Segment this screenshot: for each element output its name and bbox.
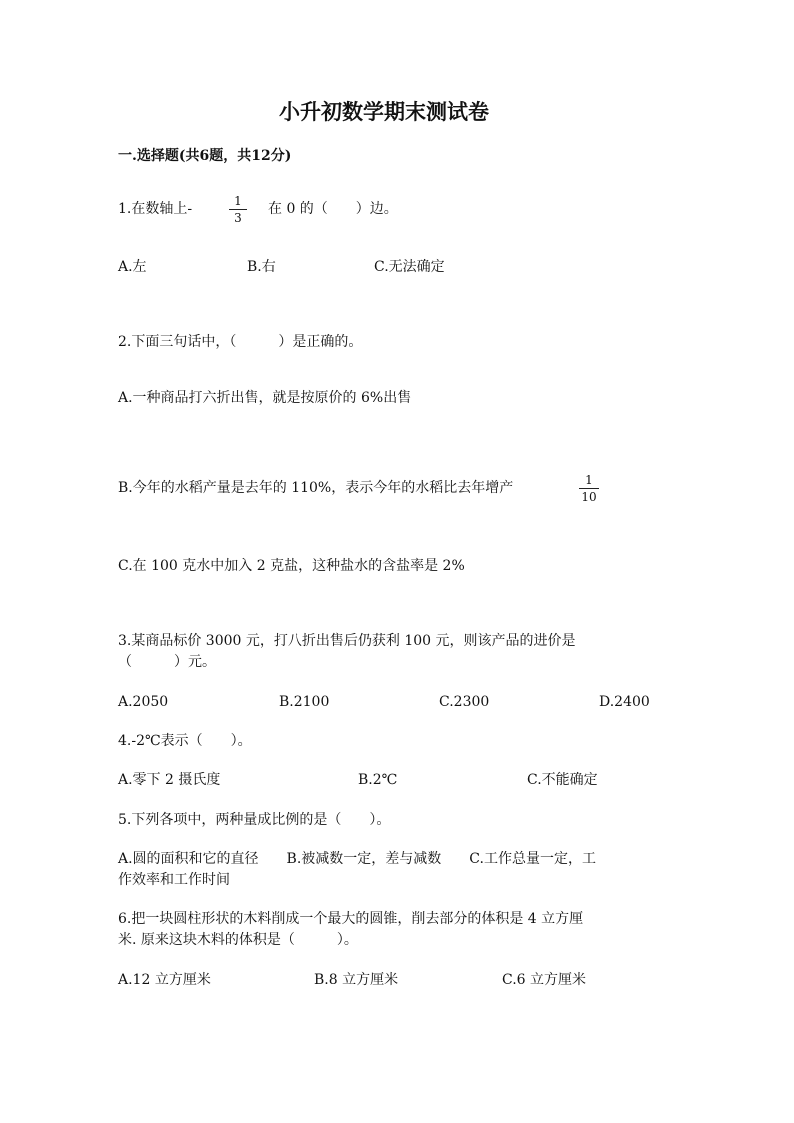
q2-fraction-denominator: 10: [581, 490, 597, 504]
q6-stem-line2: 米. 原来这块木料的体积是（ ）。: [118, 932, 358, 948]
fraction-bar: [579, 488, 599, 489]
page-title: 小升初数学期末测试卷: [279, 99, 489, 124]
q3-option-d: D.2400: [599, 694, 650, 710]
q1-stem-suffix: 在 0 的（ ）边。: [268, 201, 398, 217]
q1-option-c: C.无法确定: [374, 259, 445, 275]
q2-option-b-fraction: [577, 473, 601, 504]
q2-option-a: A.一种商品打六折出售，就是按原价的 6%出售: [118, 390, 412, 406]
q3-option-b: B.2100: [279, 694, 330, 710]
q2-fraction-numerator: 1: [585, 473, 593, 487]
q1-option-b: B.右: [247, 259, 276, 275]
q2-option-b: B.今年的水稻产量是去年的 110%，表示今年的水稻比去年增产: [118, 480, 514, 496]
q6-option-b: B.8 立方厘米: [314, 972, 399, 988]
q6-stem-line1: 6.把一块圆柱形状的木料削成一个最大的圆锥，削去部分的体积是 4 立方厘: [118, 911, 584, 927]
q3-stem-line2: （ ）元。: [118, 654, 216, 670]
q6-option-a: A.12 立方厘米: [118, 972, 211, 988]
q4-option-c: C.不能确定: [527, 772, 598, 788]
q5-options-line2: 作效率和工作时间: [118, 872, 230, 888]
q1-stem-prefix: 1.在数轴上-: [118, 201, 193, 217]
q3-option-a: A.2050: [118, 694, 169, 710]
q4-stem: 4.-2℃表示（ ）。: [118, 733, 252, 749]
q1-fraction-numerator: 1: [234, 194, 242, 208]
q5-stem: 5.下列各项中，两种量成比例的是（ ）。: [118, 812, 391, 828]
q4-option-a: A.零下 2 摄氏度: [118, 772, 221, 788]
section-heading: 一.选择题(共6题，共12分): [118, 148, 292, 164]
q1-fraction-denominator: 3: [234, 211, 242, 225]
q1-fraction: [227, 194, 249, 225]
q6-option-c: C.6 立方厘米: [502, 972, 587, 988]
q2-stem: 2.下面三句话中，（ ）是正确的。: [118, 334, 363, 350]
q2-option-c: C.在 100 克水中加入 2 克盐，这种盐水的含盐率是 2%: [118, 558, 465, 574]
q3-stem-line1: 3.某商品标价 3000 元，打八折出售后仍获利 100 元，则该产品的进价是: [118, 633, 576, 649]
q3-option-c: C.2300: [439, 694, 490, 710]
q5-options-line1: A.圆的面积和它的直径 B.被减数一定，差与减数 C.工作总量一定，工: [118, 851, 596, 867]
q4-option-b: B.2℃: [358, 772, 398, 788]
fraction-bar: [229, 209, 247, 210]
q1-option-a: A.左: [118, 259, 147, 275]
